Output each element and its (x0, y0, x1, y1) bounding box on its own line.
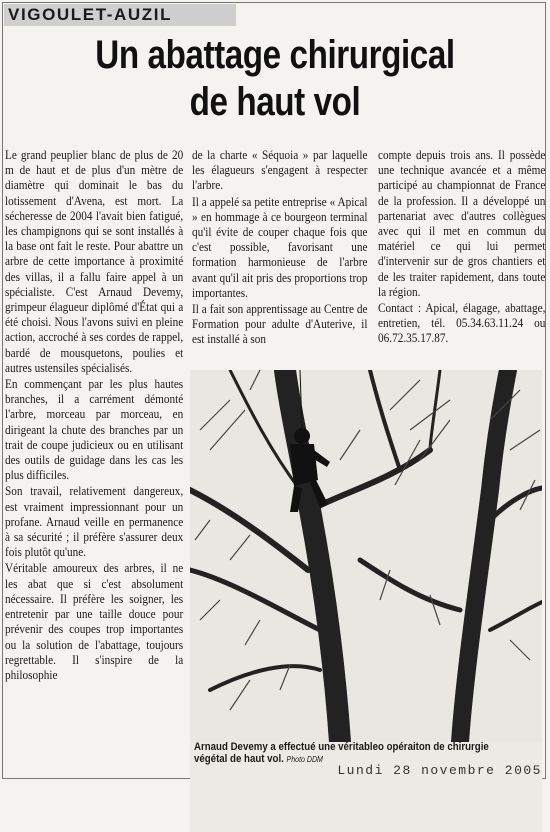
article-column-1 (5, 148, 183, 684)
headline-line-2: de haut vol (189, 80, 361, 124)
tree-climber-illustration (190, 370, 542, 742)
dateline: Lundi 28 novembre 2005 (337, 763, 542, 778)
paragraph: Véritable amoureux des arbres, il ne les abat que si c'est absolument nécessaire. Il préfère les soigner, les entretenir par une taille douce pour prévenir des coupes trop importantes ou la solution de l'abattage, toujours regrettable. Il s'inspire de la philosophie (5, 561, 184, 682)
headline-line-1: Un abattage chirurgical (95, 33, 455, 77)
photo-credit: Photo DDM (286, 755, 323, 764)
paragraph: Son travail, relativement dangereux, est vraiment impressionnant pour un profane. Arnaud veille en permanence à sa sécurité ; il préfère s'assurer deux fois plutôt qu'une. (5, 484, 184, 560)
section-kicker: VIGOULET-AUZIL (4, 4, 236, 26)
paragraph: compte depuis trois ans. Il possède une technique avancée et a même participé au championnat de France de la profession. Il a développé un partenariat avec d'autres collègues avec qui il met en commun du matériel ce qui lui permet d'intervenir sur de gros chantiers et de les traiter rapidement, dans toute la région. (378, 148, 546, 299)
paragraph: de la charte « Séquoia » par laquelle les élagueurs s'engagent à respecter l'arbre. (192, 148, 368, 193)
article-column-3 (378, 148, 545, 348)
headline (55, 32, 495, 126)
caption-text: Arnaud Devemy a effectué une véritableo opéraiton de chirurgie végétal de haut vol. (194, 741, 489, 765)
paragraph: Contact : Apical, élagage, abattage, entretien, tél. 05.34.63.11.24 ou 06.72.35.17.87. (378, 301, 546, 346)
paragraph: Il a fait son apprentissage au Centre de Formation pour adulte d'Auterive, il est installé à son (192, 302, 368, 347)
article-column-2 (192, 148, 368, 349)
paragraph: Il a appelé sa petite entreprise « Apical » en hommage à ce bourgeon terminal qu'il évite de couper chaque fois que c'est possible, favorisant une formation harmonieuse de l'arbre avant qu'il ait pris des proportions trop importantes. (192, 194, 368, 300)
paragraph: Le grand peuplier blanc de plus de 20 m de haut et de plus d'un mètre de diamètre qui dominait le bas du lotissement d'Avena, est mort. La sécheresse de 2004 l'avait bien fatigué, les champignons qui se sont installés à la base ont fait le reste. Pour abattre un arbre de cette importance à proximité des villas, il a fallu faire appel à un spécialiste. C'est Arnaud Devemy, grimpeur élagueur diplômé d'État qui a été choisi. Nous l'avons suivi en pleine action, accroché à ses cordes de rappel, bardé de mousquetons, poulies et autres ustensiles spécialisés. (5, 148, 184, 375)
paragraph: En commençant par les plus hautes branches, il a carrément démonté l'arbre, morceau par morceau, en dirigeant la chute des branches par un trait de coupe judicieux ou en utilisant des outils de guidage dans les cas les plus difficiles. (5, 377, 184, 483)
